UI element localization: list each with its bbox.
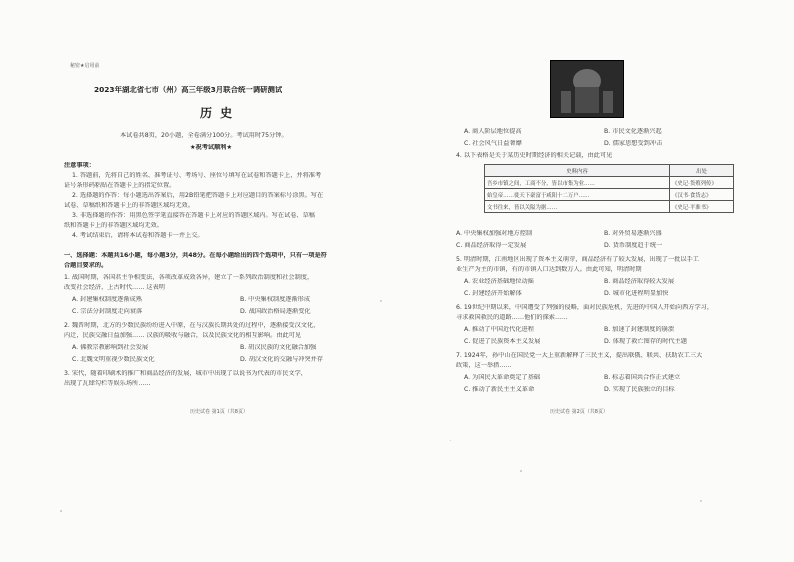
exam-meta: 本试卷共8页，20小题，全卷满分100分。考试用时75分钟。 — [120, 132, 288, 139]
question-7: 7. 1924年，孙中山在国民党一大上重新解释了三民主义，提出联俄、联共、扶助农工三大 — [456, 352, 703, 359]
question-3-cont: 出现了瓦肆勾栏等娱乐场所…… — [64, 380, 151, 387]
table-cell: 《史记·平准书》 — [670, 201, 734, 213]
scan-speck — [700, 500, 702, 502]
scan-speck — [450, 440, 451, 441]
table-header-row — [485, 165, 734, 177]
table-cell: 吾乡市镇之间，工商不分，皆以市集为业…… — [485, 177, 670, 189]
question-5: 5. 明清时期，江南地区出现了资本主义萌芽，商品经济有了较大发展，出现了一批以手工 — [456, 256, 699, 263]
page-1 — [50, 46, 390, 516]
option: A. 商人阶层地位提高 — [464, 128, 522, 135]
question-1-cont: 改变社会经济，上古时代…… 这表明 — [64, 284, 165, 291]
note-line: 3. 非选择题的作答：用黑色签字笔直接答在答题卡上对应的答题区域内。写在试卷、草稿 — [72, 212, 315, 219]
scan-speck — [60, 510, 62, 512]
option: B. 市民文化逐渐兴起 — [604, 128, 662, 135]
note-line: 1. 答题前，先将自己的姓名、准考证号、考场号、座位号填写在试卷和答题卡上，并将准考 — [72, 172, 322, 179]
option: D. 战国政治格局逐渐变化 — [240, 308, 311, 315]
good-luck: ★祝考试顺利★ — [190, 144, 233, 151]
option: B. 标志着国共合作正式建立 — [604, 374, 681, 381]
page-footer: 历史试卷 第1页（共8页） — [190, 409, 248, 415]
note-line: 纸和答题卡上的非答题区域均无效。 — [64, 222, 163, 229]
table-cell: 文书往来，皆以关隘为据…… — [485, 201, 670, 213]
secret-stamp: 秘密★启用前 — [70, 63, 100, 69]
question-7-cont: 政策，这一举措…… — [456, 362, 512, 369]
option: C. 北魏文明重视少数民族文化 — [72, 356, 155, 363]
photo-figure-image — [551, 61, 623, 117]
historical-photo — [550, 60, 624, 118]
option: D. 城市化进程明显加快 — [604, 290, 669, 297]
question-5-cont: 业生产为主的市镇，有的市镇人口达到数万人。由此可知，明清时期 — [456, 266, 642, 273]
question-1: 1. 战国时期，各国君主争相变法，各项改革成效各异，建立了一系列政治制度和社会制度， — [64, 274, 314, 281]
table-row — [485, 189, 734, 201]
table-row — [485, 177, 734, 189]
subject-title: 历 史 — [200, 106, 235, 120]
option: C. 推动了新民主主义革命 — [464, 386, 535, 393]
option: A. 推动了中国近代化进程 — [464, 326, 534, 333]
option: B. 加速了封建制度的崩溃 — [604, 326, 675, 333]
option: A. 农业经济基础地位动摇 — [464, 278, 534, 285]
option: D. 货币制度趋于统一 — [604, 242, 663, 249]
option: A. 封建集权制度逐渐成熟 — [72, 296, 142, 303]
option: C. 促进了民族资本主义发展 — [464, 338, 541, 345]
table-cell: 《汉书·食货志》 — [670, 189, 734, 201]
option: B. 胡汉民族的文化融合加强 — [240, 344, 317, 351]
table-cell: 《史记·货殖列传》 — [670, 177, 734, 189]
option: A. 佛教宗教影响到社会发展 — [72, 344, 149, 351]
question-6: 6. 19世纪中期以来，中国遭受了列强的侵略，面对民族危机，先进的中国人开始向西方学习， — [456, 304, 714, 311]
option: A. 为国民大革命奠定了基础 — [464, 374, 541, 381]
option: B. 对外贸易逐渐兴盛 — [604, 230, 662, 237]
notes-title: 注意事项： — [64, 162, 95, 169]
option: D. 实现了民族独立的目标 — [604, 386, 675, 393]
scan-speck — [380, 300, 382, 302]
table-header-cell: 史料内容 — [485, 165, 670, 177]
section-heading-cont: 合题目要求的。 — [64, 262, 108, 269]
note-line: 证号条形码粘贴在答题卡上的指定位置。 — [64, 182, 176, 189]
table-row — [485, 201, 734, 213]
source-table — [484, 164, 734, 213]
option: C. 商品经济取得一定发展 — [456, 242, 527, 249]
option: B. 中央集权制度逐渐形成 — [240, 296, 311, 303]
page-2 — [420, 46, 760, 516]
note-line: 4. 考试结束后，请将本试卷和答题卡一并上交。 — [72, 232, 204, 239]
scan-speck — [520, 470, 522, 472]
note-line: 2. 选择题的作答：每小题选出答案后，用2B铅笔把答题卡上对应题目的答案标号涂黑。写在 — [72, 192, 324, 199]
section-heading: 一、选择题：本题共16小题，每小题3分，共48分。在每小题给出的四个选项中，只有一项是符 — [64, 252, 327, 259]
question-6-cont: 寻求救国救民的道路……他们的探索…… — [456, 314, 568, 321]
exam-title: 2023年湖北省七市（州）高三年级3月联合统一调研测试 — [94, 86, 283, 94]
question-4: 4. 以下表格是关于某历史时期经济的相关记载，由此可见 — [456, 152, 613, 159]
page-footer: 历史试卷 第2页（共8页） — [550, 409, 608, 415]
option: D. 体现了救亡图存的时代主题 — [604, 338, 687, 345]
table-header-cell: 出处 — [670, 165, 734, 177]
question-2: 2. 魏晋时期，北方的少数民族纷纷进入中原，在与汉族长期共处的过程中，逐渐接受汉文化， — [64, 322, 320, 329]
question-2-cont: 内迁，民族交融日益加强…… 汉族的吸收与融合，以及民族文化的相互影响。由此可见 — [64, 332, 302, 339]
option: D. 胡汉文化的交融与冲突并存 — [240, 356, 323, 363]
table-cell: 始皇帝……徙天下豪富于咸阳十二万户…… — [485, 189, 670, 201]
option: C. 封建经济开始解体 — [464, 290, 522, 297]
note-line: 试卷、草稿纸和答题卡上的非答题区域均无效。 — [64, 202, 194, 209]
option: C. 宗法分封制度走向衰落 — [72, 308, 143, 315]
option: D. 儒家思想受到冲击 — [604, 140, 663, 147]
question-3: 3. 宋代，随着印刷术的推广和商品经济的发展，城市中出现了以说书为代表的市民文学， — [64, 370, 307, 377]
option: C. 社会风气日益奢靡 — [464, 140, 522, 147]
option: B. 商品经济取得较大发展 — [604, 278, 675, 285]
option: A. 中央集权加强对地方控制 — [456, 230, 533, 237]
